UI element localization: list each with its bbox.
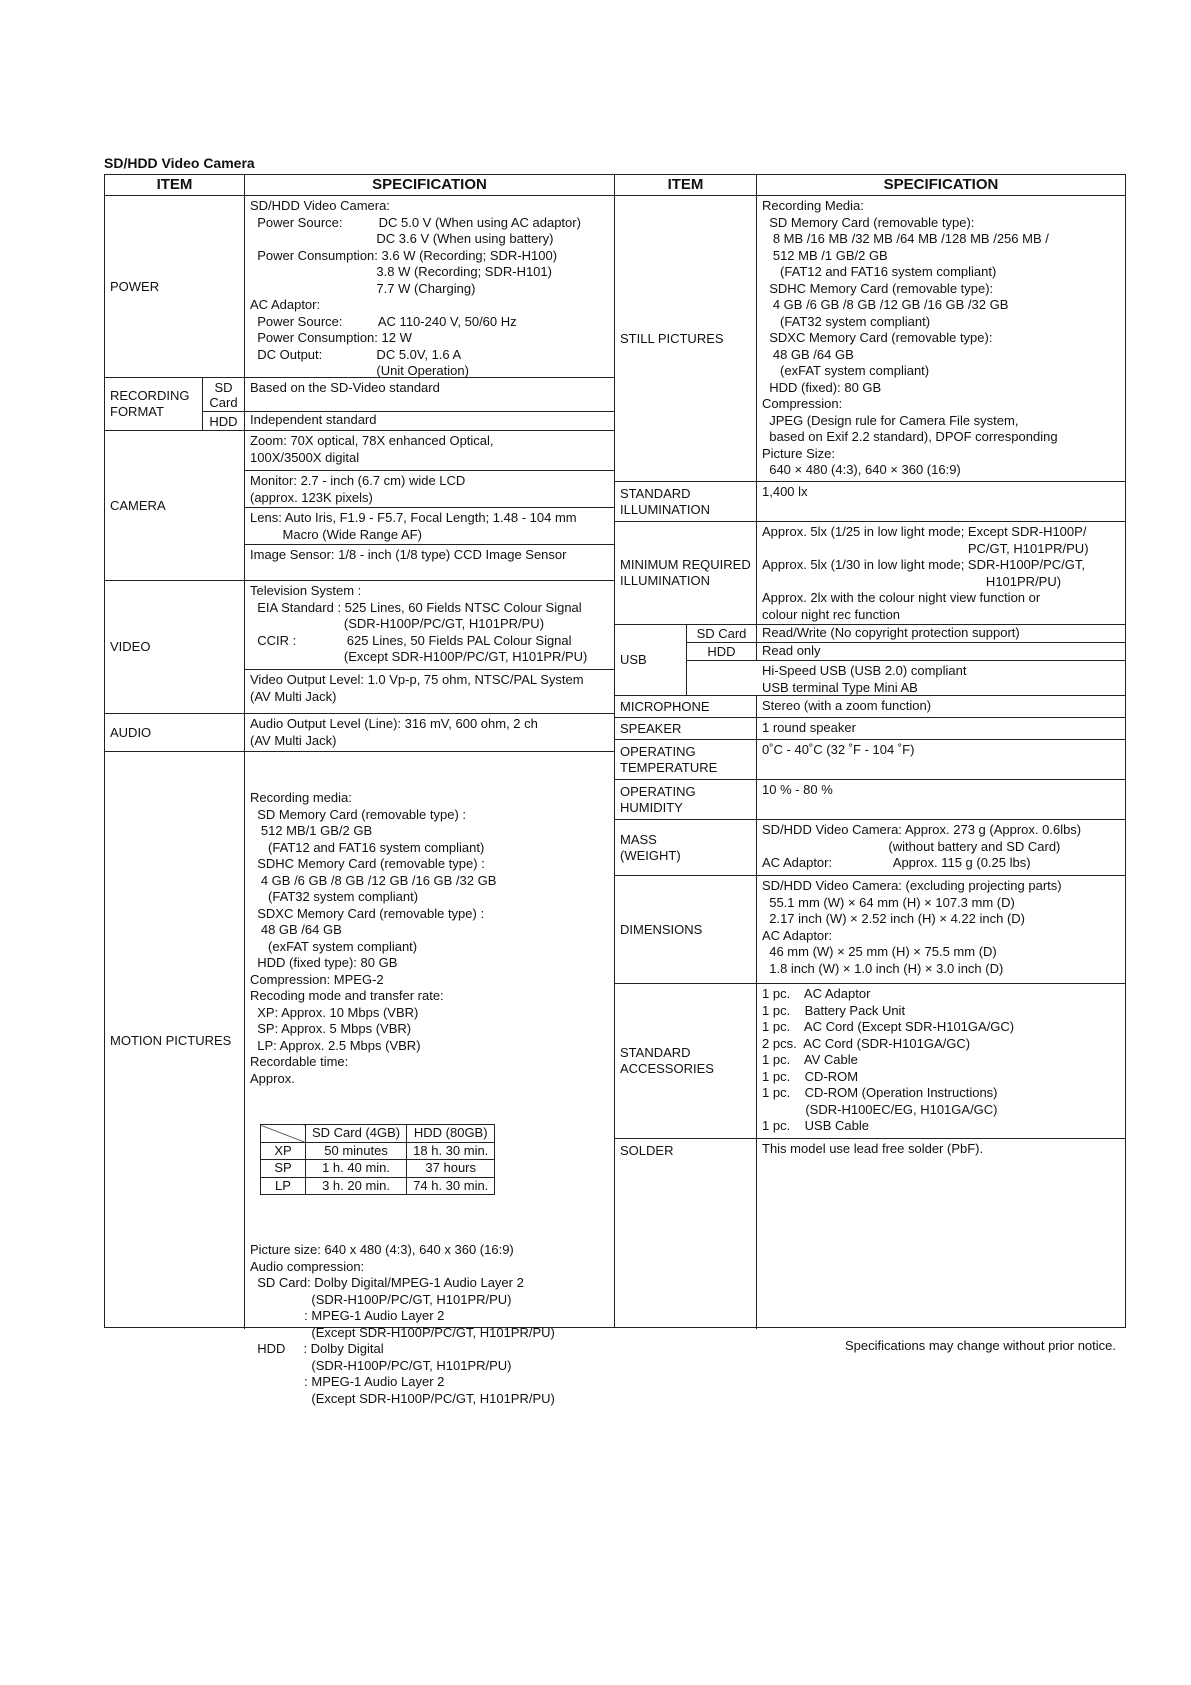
spec-operating-humidity: 10 % - 80 % [762, 782, 833, 797]
camera-lens: Lens: Auto Iris, F1.9 - F5.7, Focal Length; 1.48 - 104 mm Macro (Wide Range AF) [245, 508, 614, 545]
table-cell: 1 h. 40 min. [306, 1160, 407, 1178]
spec-header: SPECIFICATION [883, 175, 999, 193]
spec-microphone: Stereo (with a zoom function) [762, 698, 932, 713]
header-row-left [105, 175, 614, 196]
item-microphone: MICROPHONE [615, 696, 757, 717]
spec-still-pictures: Recording Media: SD Memory Card (removable type): 8 MB /16 MB /32 MB /64 MB /128 MB /256 MB / 512 MB /1 GB/2 GB (FAT12 and FAT16 system compliant) SDHC Memory Card (removable type): 4 GB /6 GB /8 GB /12 GB /16 GB /32 GB (FAT32 system compliant) SDXC Memory Card (removable type): 48 GB /64 GB (exFAT system compliant) HDD (fixed): 80 GB Compression: JPEG (Design rule for Camera File system, based on Exif 2.2 standard), DPOF corresponding Picture Size: 640 × 480 (4:3), 640 × 360 (16:9) [762, 198, 1058, 477]
table-mode: SP [261, 1160, 306, 1178]
usb-sd-label: SD Card [687, 625, 757, 642]
row-still-pictures [615, 196, 1125, 482]
table-row [261, 1177, 495, 1195]
usb-general-row [687, 661, 1125, 696]
usb-general-spec: Hi-Speed USB (USB 2.0) compliant USB terminal Type Mini AB [762, 663, 967, 695]
left-column [105, 175, 615, 1406]
table-cell: 3 h. 20 min. [306, 1177, 407, 1195]
camera-specs [245, 431, 614, 580]
usb-hdd-label: HDD [687, 643, 757, 660]
item-standard-illumination: STANDARD ILLUMINATION [615, 482, 757, 521]
row-operating-humidity [615, 780, 1125, 820]
item-minimum-illumination: MINIMUM REQUIRED ILLUMINATION [615, 522, 757, 624]
row-microphone [615, 696, 1125, 718]
item-dimensions: DIMENSIONS [615, 876, 757, 983]
usb-sd-row [687, 625, 1125, 643]
document-title: SD/HDD Video Camera [104, 155, 255, 171]
item-solder: SOLDER [615, 1139, 757, 1329]
table-mode: LP [261, 1177, 306, 1195]
spec-mass: SD/HDD Video Camera: Approx. 273 g (Approx. 0.6lbs) (without battery and SD Card) AC Adaptor: Approx. 115 g (0.25 lbs) [762, 822, 1082, 870]
spec-header: SPECIFICATION [372, 175, 487, 193]
header-row-right [615, 175, 1125, 196]
video-tv-system: Television System : EIA Standard : 525 Lines, 60 Fields NTSC Colour Signal (SDR-H100P/PC/GT, H101PR/PU) CCIR : 625 Lines, 50 Fields PAL Colour Signal (Except SDR-H100P/PC/GT, H101PR/PU) [245, 581, 614, 670]
row-recording-format [105, 378, 614, 431]
table-row [261, 1160, 495, 1178]
footnote: Specifications may change without prior notice. [845, 1338, 1116, 1353]
camera-zoom: Zoom: 70X optical, 78X enhanced Optical, 100X/3500X digital [245, 431, 614, 471]
table-cell: 50 minutes [306, 1142, 407, 1160]
table-head-sd: SD Card (4GB) [306, 1125, 407, 1143]
row-minimum-illumination [615, 522, 1125, 625]
item-header: ITEM [105, 175, 245, 195]
usb-hdd-spec: Read only [762, 643, 821, 658]
recording-format-sd [203, 378, 614, 412]
usb-hdd-row [687, 643, 1125, 661]
spec-operating-temperature: 0˚C - 40˚C (32 ˚F - 104 ˚F) [762, 742, 915, 757]
spec-minimum-illumination: Approx. 5lx (1/25 in low light mode; Except SDR-H100P/ PC/GT, H101PR/PU) Approx. 5lx (1/30 in low light mode; SDR-H100P/PC/GT, H101PR/PU) Approx. 2lx with the colour night view function or colour night rec function [762, 524, 1089, 622]
row-video [105, 581, 614, 714]
item-header: ITEM [615, 175, 757, 195]
row-solder [615, 1139, 1125, 1329]
video-output: Video Output Level: 1.0 Vp-p, 75 ohm, NTSC/PAL System (AV Multi Jack) [250, 672, 584, 704]
table-cell: 18 h. 30 min. [407, 1142, 495, 1160]
item-operating-temperature: OPERATING TEMPERATURE [615, 740, 757, 779]
recordable-time-table [260, 1124, 495, 1195]
item-power: POWER [105, 196, 245, 377]
row-mass [615, 820, 1125, 876]
item-mass: MASS (WEIGHT) [615, 820, 757, 875]
row-dimensions [615, 876, 1125, 984]
video-specs [245, 581, 614, 713]
sd-card-spec: Based on the SD-Video standard [250, 380, 440, 395]
recordable-time-header [261, 1125, 495, 1143]
right-column [615, 175, 1125, 1327]
spec-dimensions: SD/HDD Video Camera: (excluding projecting parts) 55.1 mm (W) × 64 mm (H) × 107.3 mm (D) 2.17 inch (W) × 2.52 inch (H) × 4.22 inch (D) AC Adaptor: 46 mm (W) × 25 mm (H) × 75.5 mm (D) 1.8 inch (W) × 1.0 inch (H) × 3.0 inch (D) [762, 878, 1062, 976]
table-cell: 74 h. 30 min. [407, 1177, 495, 1195]
item-motion-pictures: MOTION PICTURES [105, 752, 245, 1329]
spec-power: SD/HDD Video Camera: Power Source: DC 5.0 V (When using AC adaptor) DC 3.6 V (When using battery) Power Consumption: 3.6 W (Recording; SDR-H100) 3.8 W (Recording; SDR-H101) 7.7 W (Charging) AC Adaptor: Power Source: AC 110-240 V, 50/60 Hz Power Consumption: 12 W DC Output: DC 5.0V, 1.6 A (Unit Operation) [250, 198, 581, 378]
item-camera: CAMERA [105, 431, 245, 580]
recording-format-hdd [203, 412, 614, 430]
spec-speaker: 1 round speaker [762, 720, 856, 735]
row-standard-accessories [615, 984, 1125, 1139]
sd-card-label: SD Card [203, 378, 245, 411]
spec-standard-accessories: 1 pc. AC Adaptor 1 pc. Battery Pack Unit 1 pc. AC Cord (Except SDR-H101GA/GC) 2 pcs. AC Cord (SDR-H101GA/GC) 1 pc. AV Cable 1 pc. CD-ROM 1 pc. CD-ROM (Operation Instructions) (SDR-H100EC/EG, H101GA/GC) 1 pc. USB Cable [762, 986, 1015, 1133]
item-usb: USB [615, 625, 687, 695]
hdd-label: HDD [203, 412, 245, 430]
row-speaker [615, 718, 1125, 740]
row-camera [105, 431, 614, 581]
item-video: VIDEO [105, 581, 245, 713]
table-corner [261, 1125, 306, 1143]
item-speaker: SPEAKER [615, 718, 757, 739]
row-motion-pictures [105, 752, 614, 1406]
hdd-spec: Independent standard [250, 412, 377, 427]
spec-audio: Audio Output Level (Line): 316 mV, 600 ohm, 2 ch (AV Multi Jack) [250, 716, 538, 748]
row-usb [615, 625, 1125, 696]
row-operating-temperature [615, 740, 1125, 780]
camera-monitor: Monitor: 2.7 - inch (6.7 cm) wide LCD (approx. 123K pixels) [245, 471, 614, 508]
item-audio: AUDIO [105, 714, 245, 751]
motion-spec-b: Picture size: 640 x 480 (4:3), 640 x 360 (16:9) Audio compression: SD Card: Dolby Digital/MPEG-1 Audio Layer 2 (SDR-H100P/PC/GT, H101PR/PU) : MPEG-1 Audio Layer 2 (Except SDR-H100P/PC/GT, H101PR/PU) HDD : Dolby Digital (SDR-H100P/PC/GT, H101PR/PU) : MPEG-1 Audio Layer 2 (Except SDR-H100P/PC/GT, H101PR/PU) [250, 1242, 555, 1406]
recording-format-sub [203, 378, 614, 430]
usb-sub [687, 625, 1125, 695]
item-recording-format: RECORDING FORMAT [105, 378, 203, 430]
spec-standard-illumination: 1,400 lx [762, 484, 808, 499]
spec-motion-pictures [245, 752, 614, 1406]
item-operating-humidity: OPERATING HUMIDITY [615, 780, 757, 819]
row-audio [105, 714, 614, 752]
table-head-hdd: HDD (80GB) [407, 1125, 495, 1143]
camera-sensor: Image Sensor: 1/8 - inch (1/8 type) CCD Image Sensor [250, 547, 567, 562]
item-standard-accessories: STANDARD ACCESSORIES [615, 984, 757, 1138]
item-still-pictures: STILL PICTURES [615, 196, 757, 481]
table-mode: XP [261, 1142, 306, 1160]
motion-spec-a: Recording media: SD Memory Card (removable type) : 512 MB/1 GB/2 GB (FAT12 and FAT16 system compliant) SDHC Memory Card (removable type) : 4 GB /6 GB /8 GB /12 GB /16 GB /32 GB (FAT32 system compliant) SDXC Memory Card (removable type) : 48 GB /64 GB (exFAT system compliant) HDD (fixed type): 80 GB Compression: MPEG-2 Recoding mode and transfer rate: XP: Approx. 10 Mbps (VBR) SP: Approx. 5 Mbps (VBR) LP: Approx. 2.5 Mbps (VBR) Recordable time: Approx. [250, 790, 497, 1086]
usb-blank [687, 661, 757, 696]
table-cell: 37 hours [407, 1160, 495, 1178]
usb-sd-spec: Read/Write (No copyright protection support) [762, 625, 1020, 640]
table-row [261, 1142, 495, 1160]
row-power [105, 196, 614, 378]
row-standard-illumination [615, 482, 1125, 522]
spec-solder: This model use lead free solder (PbF). [762, 1141, 984, 1156]
